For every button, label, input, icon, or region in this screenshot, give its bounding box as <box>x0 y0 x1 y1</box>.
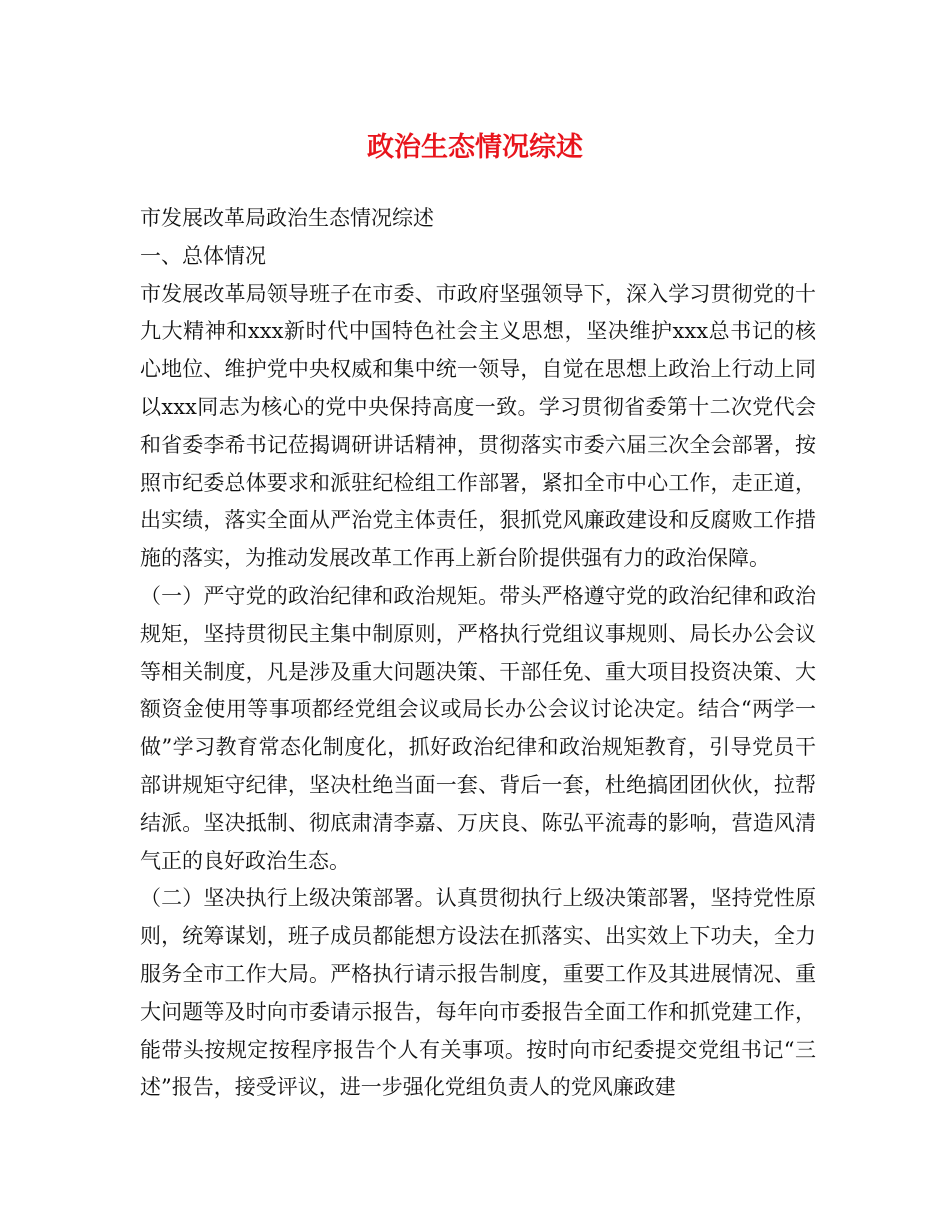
body-paragraph: 市发展改革局领导班子在市委、市政府坚强领导下，深入学习贯彻党的十九大精神和xxx新时代中国特色社会主义思想，坚决维护xxx总书记的核心地位、维护党中央权威和集中统一领导，自觉在思想上政治上行动上同以xxx同志为核心的党中央保持高度一致。学习贯彻省委第十二次党代会和省委李希书记莅揭调研讲话精神，贯彻落实市委六届三次全会部署，按照市纪委总体要求和派驻纪检组工作部署，紧扣全市中心工作，走正道，出实绩，落实全面从严治党主体责任，狠抓党风廉政建设和反腐败工作措施的落实，为推动发展改革工作再上新台阶提供强有力的政治保障。 <box>140 281 816 571</box>
body-paragraph: （一）严守党的政治纪律和政治规矩。带头严格遵守党的政治纪律和政治规矩，坚持贯彻民主集中制原则，严格执行党组议事规则、局长办公会议等相关制度，凡是涉及重大问题决策、干部任免、重大项目投资决策、大额资金使用等事项都经党组会议或局长办公会议讨论决定。结合“两学一做”学习教育常态化制度化，抓好政治纪律和政治规矩教育，引导党员干部讲规矩守纪律，坚决杜绝当面一套、背后一套，杜绝搞团团伙伙，拉帮结派。坚决抵制、彻底肃清李嘉、万庆良、陈弘平流毒的影响，营造风清气正的良好政治生态。 <box>140 583 816 873</box>
document-body <box>140 200 816 1107</box>
body-paragraph: （二）坚决执行上级决策部署。认真贯彻执行上级决策部署，坚持党性原则，统筹谋划，班子成员都能想方设法在抓落实、出实效上下功夫，全力服务全市工作大局。严格执行请示报告制度，重要工作及其进展情况、重大问题等及时向市委请示报告，每年向市委报告全面工作和抓党建工作，能带头按规定按程序报告个人有关事项。按时向市纪委提交党组书记“三述”报告，接受评议，进一步强化党组负责人的党风廉政建 <box>140 886 816 1100</box>
document-title: 政治生态情况综述 <box>367 132 583 163</box>
body-subtitle: 市发展改革局政治生态情况综述 <box>140 206 434 230</box>
section-heading: 一、总体情况 <box>140 243 266 268</box>
